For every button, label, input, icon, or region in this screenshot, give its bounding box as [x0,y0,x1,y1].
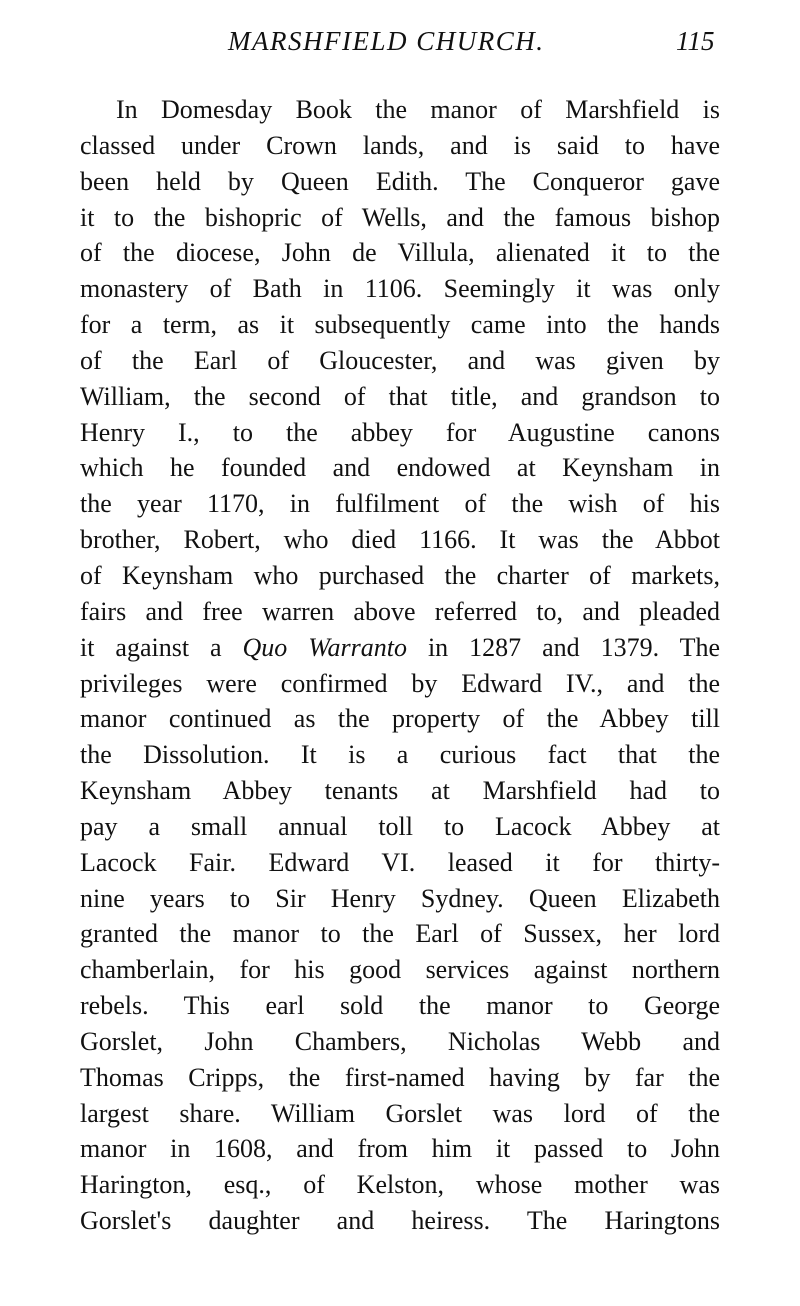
text-line: of the diocese, John de Villula, alienated it to the [80,238,720,268]
text-line: nine years to Sir Henry Sydney. Queen Elizabeth [80,883,720,913]
text-line: the Dissolution. It is a curious fact that the [80,740,720,770]
text-line: Lacock Fair. Edward VI. leased it for thirty- [80,847,720,877]
text-line: rebels. This earl sold the manor to George [80,991,720,1021]
text-line: the year 1170, in fulfilment of the wish of his [80,489,720,519]
text-line: fairs and free warren above referred to, and pleaded [80,596,720,626]
text-line: classed under Crown lands, and is said to have [80,130,720,160]
text-line: William, the second of that title, and grandson to [80,381,720,411]
italic-latin-term: Quo Warranto [242,632,407,662]
text-line: monastery of Bath in 1106. Seemingly it was only [80,274,720,304]
text-line: pay a small annual toll to Lacock Abbey at [80,811,720,841]
text-line: privileges were confirmed by Edward IV., and the [80,668,720,698]
running-title: MARSHFIELD CHURCH. [228,26,545,56]
text-line: granted the manor to the Earl of Sussex, her lord [80,919,720,949]
text-line: manor in 1608, and from him it passed to John [80,1134,720,1164]
body-paragraph [80,92,720,1239]
running-head [0,26,800,60]
text-line: of Keynsham who purchased the charter of markets, [80,560,720,590]
text-line: Harington, esq., of Kelston, whose mother was [80,1170,720,1200]
text-line: Thomas Cripps, the first-named having by far the [80,1062,720,1092]
text-line: Gorslet's daughter and heiress. The Haringtons [80,1206,720,1236]
text-line: been held by Queen Edith. The Conqueror gave [80,166,720,196]
text-segment: in 1287 and 1379. The [406,632,720,662]
text-segment: it against a [80,632,243,662]
text-line: chamberlain, for his good services against northern [80,955,720,985]
page-number: 115 [676,26,715,56]
text-line: largest share. William Gorslet was lord of the [80,1098,720,1128]
text-line: Gorslet, John Chambers, Nicholas Webb and [80,1026,720,1056]
text-line-with-italic [80,630,720,666]
text-line: of the Earl of Gloucester, and was given by [80,345,720,375]
text-line: Keynsham Abbey tenants at Marshfield had to [80,776,720,806]
text-line: Henry I., to the abbey for Augustine canons [80,417,720,447]
text-line: it to the bishopric of Wells, and the famous bishop [80,202,720,232]
text-line: for a term, as it subsequently came into the hands [80,310,720,340]
text-line: brother, Robert, who died 1166. It was the Abbot [80,525,720,555]
text-line: which he founded and endowed at Keynsham in [80,453,720,483]
text-line: In Domesday Book the manor of Marshfield is [116,95,720,124]
text-line: manor continued as the property of the Abbey till [80,704,720,734]
